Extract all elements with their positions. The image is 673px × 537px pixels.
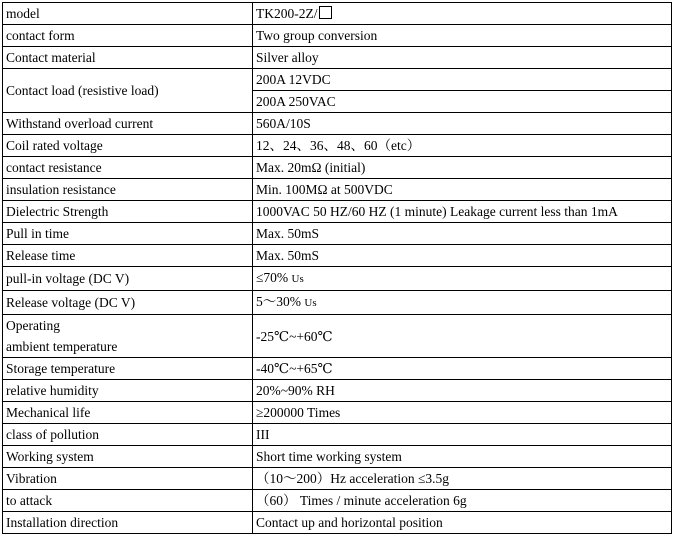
table-row <box>3 113 672 135</box>
label-cell: relative humidity <box>3 380 253 402</box>
label-cell: pull-in voltage (DC V) <box>3 267 253 291</box>
value-text: TK200-2Z/ <box>256 6 318 21</box>
value-cell: Short time working system <box>253 446 672 468</box>
label-cell <box>3 315 253 358</box>
label-cell: contact resistance <box>3 157 253 179</box>
label-line: Operating <box>6 318 60 333</box>
table-row <box>3 512 672 534</box>
unit-text: Us <box>304 297 317 309</box>
label-cell: Mechanical life <box>3 402 253 424</box>
table-row <box>3 358 672 380</box>
value-text: ≤70% <box>256 270 289 285</box>
placeholder-box-icon <box>319 6 332 19</box>
value-cell: -40℃~+65℃ <box>253 358 672 380</box>
table-row <box>3 291 672 315</box>
label-cell: Dielectric Strength <box>3 201 253 223</box>
value-cell: Silver alloy <box>253 47 672 69</box>
value-cell: Max. 50mS <box>253 223 672 245</box>
value-cell: Contact up and horizontal position <box>253 512 672 534</box>
value-cell: Min. 100MΩ at 500VDC <box>253 179 672 201</box>
table-row <box>3 468 672 490</box>
table-row <box>3 446 672 468</box>
value-cell: （10～200）Hz acceleration ≤3.5g <box>253 468 672 490</box>
table-row <box>3 69 672 91</box>
label-cell: Vibration <box>3 468 253 490</box>
label-cell: Contact material <box>3 47 253 69</box>
table-row <box>3 315 672 358</box>
label-cell: Withstand overload current <box>3 113 253 135</box>
value-cell: Max. 20mΩ (initial) <box>253 157 672 179</box>
table-row <box>3 245 672 267</box>
label-cell: Storage temperature <box>3 358 253 380</box>
value-cell: 200A 12VDC <box>253 69 672 91</box>
value-cell: Max. 50mS <box>253 245 672 267</box>
value-cell: （60） Times / minute acceleration 6g <box>253 490 672 512</box>
value-cell: 200A 250VAC <box>253 91 672 113</box>
label-cell: Working system <box>3 446 253 468</box>
value-cell: 560A/10S <box>253 113 672 135</box>
table-row <box>3 424 672 446</box>
label-cell: Installation direction <box>3 512 253 534</box>
table-row <box>3 402 672 424</box>
table-row <box>3 3 672 25</box>
value-cell <box>253 3 672 25</box>
value-cell: ≥200000 Times <box>253 402 672 424</box>
value-cell <box>253 291 672 315</box>
table-row <box>3 179 672 201</box>
unit-text: Us <box>291 273 304 285</box>
table-row <box>3 157 672 179</box>
table-row <box>3 201 672 223</box>
label-cell: Contact load (resistive load) <box>3 69 253 113</box>
label-cell: class of pollution <box>3 424 253 446</box>
label-cell: model <box>3 3 253 25</box>
table-row <box>3 380 672 402</box>
value-cell: 12、24、36、48、60（etc） <box>253 135 672 157</box>
table-row <box>3 267 672 291</box>
label-cell: Release time <box>3 245 253 267</box>
value-cell: III <box>253 424 672 446</box>
table-row <box>3 490 672 512</box>
label-cell: Release voltage (DC V) <box>3 291 253 315</box>
value-cell: Two group conversion <box>253 25 672 47</box>
label-cell: contact form <box>3 25 253 47</box>
label-cell: Pull in time <box>3 223 253 245</box>
label-cell: Coil rated voltage <box>3 135 253 157</box>
table-row <box>3 47 672 69</box>
table-row <box>3 135 672 157</box>
spec-table <box>2 2 672 534</box>
table-row <box>3 223 672 245</box>
label-cell: to attack <box>3 490 253 512</box>
value-cell: 20%~90% RH <box>253 380 672 402</box>
value-cell: 1000VAC 50 HZ/60 HZ (1 minute) Leakage current less than 1mA <box>253 201 672 223</box>
table-row <box>3 25 672 47</box>
label-cell: insulation resistance <box>3 179 253 201</box>
value-cell <box>253 267 672 291</box>
label-line: ambient temperature <box>6 339 118 354</box>
value-cell: -25℃~+60℃ <box>253 315 672 358</box>
value-text: 5～30% <box>256 294 301 309</box>
